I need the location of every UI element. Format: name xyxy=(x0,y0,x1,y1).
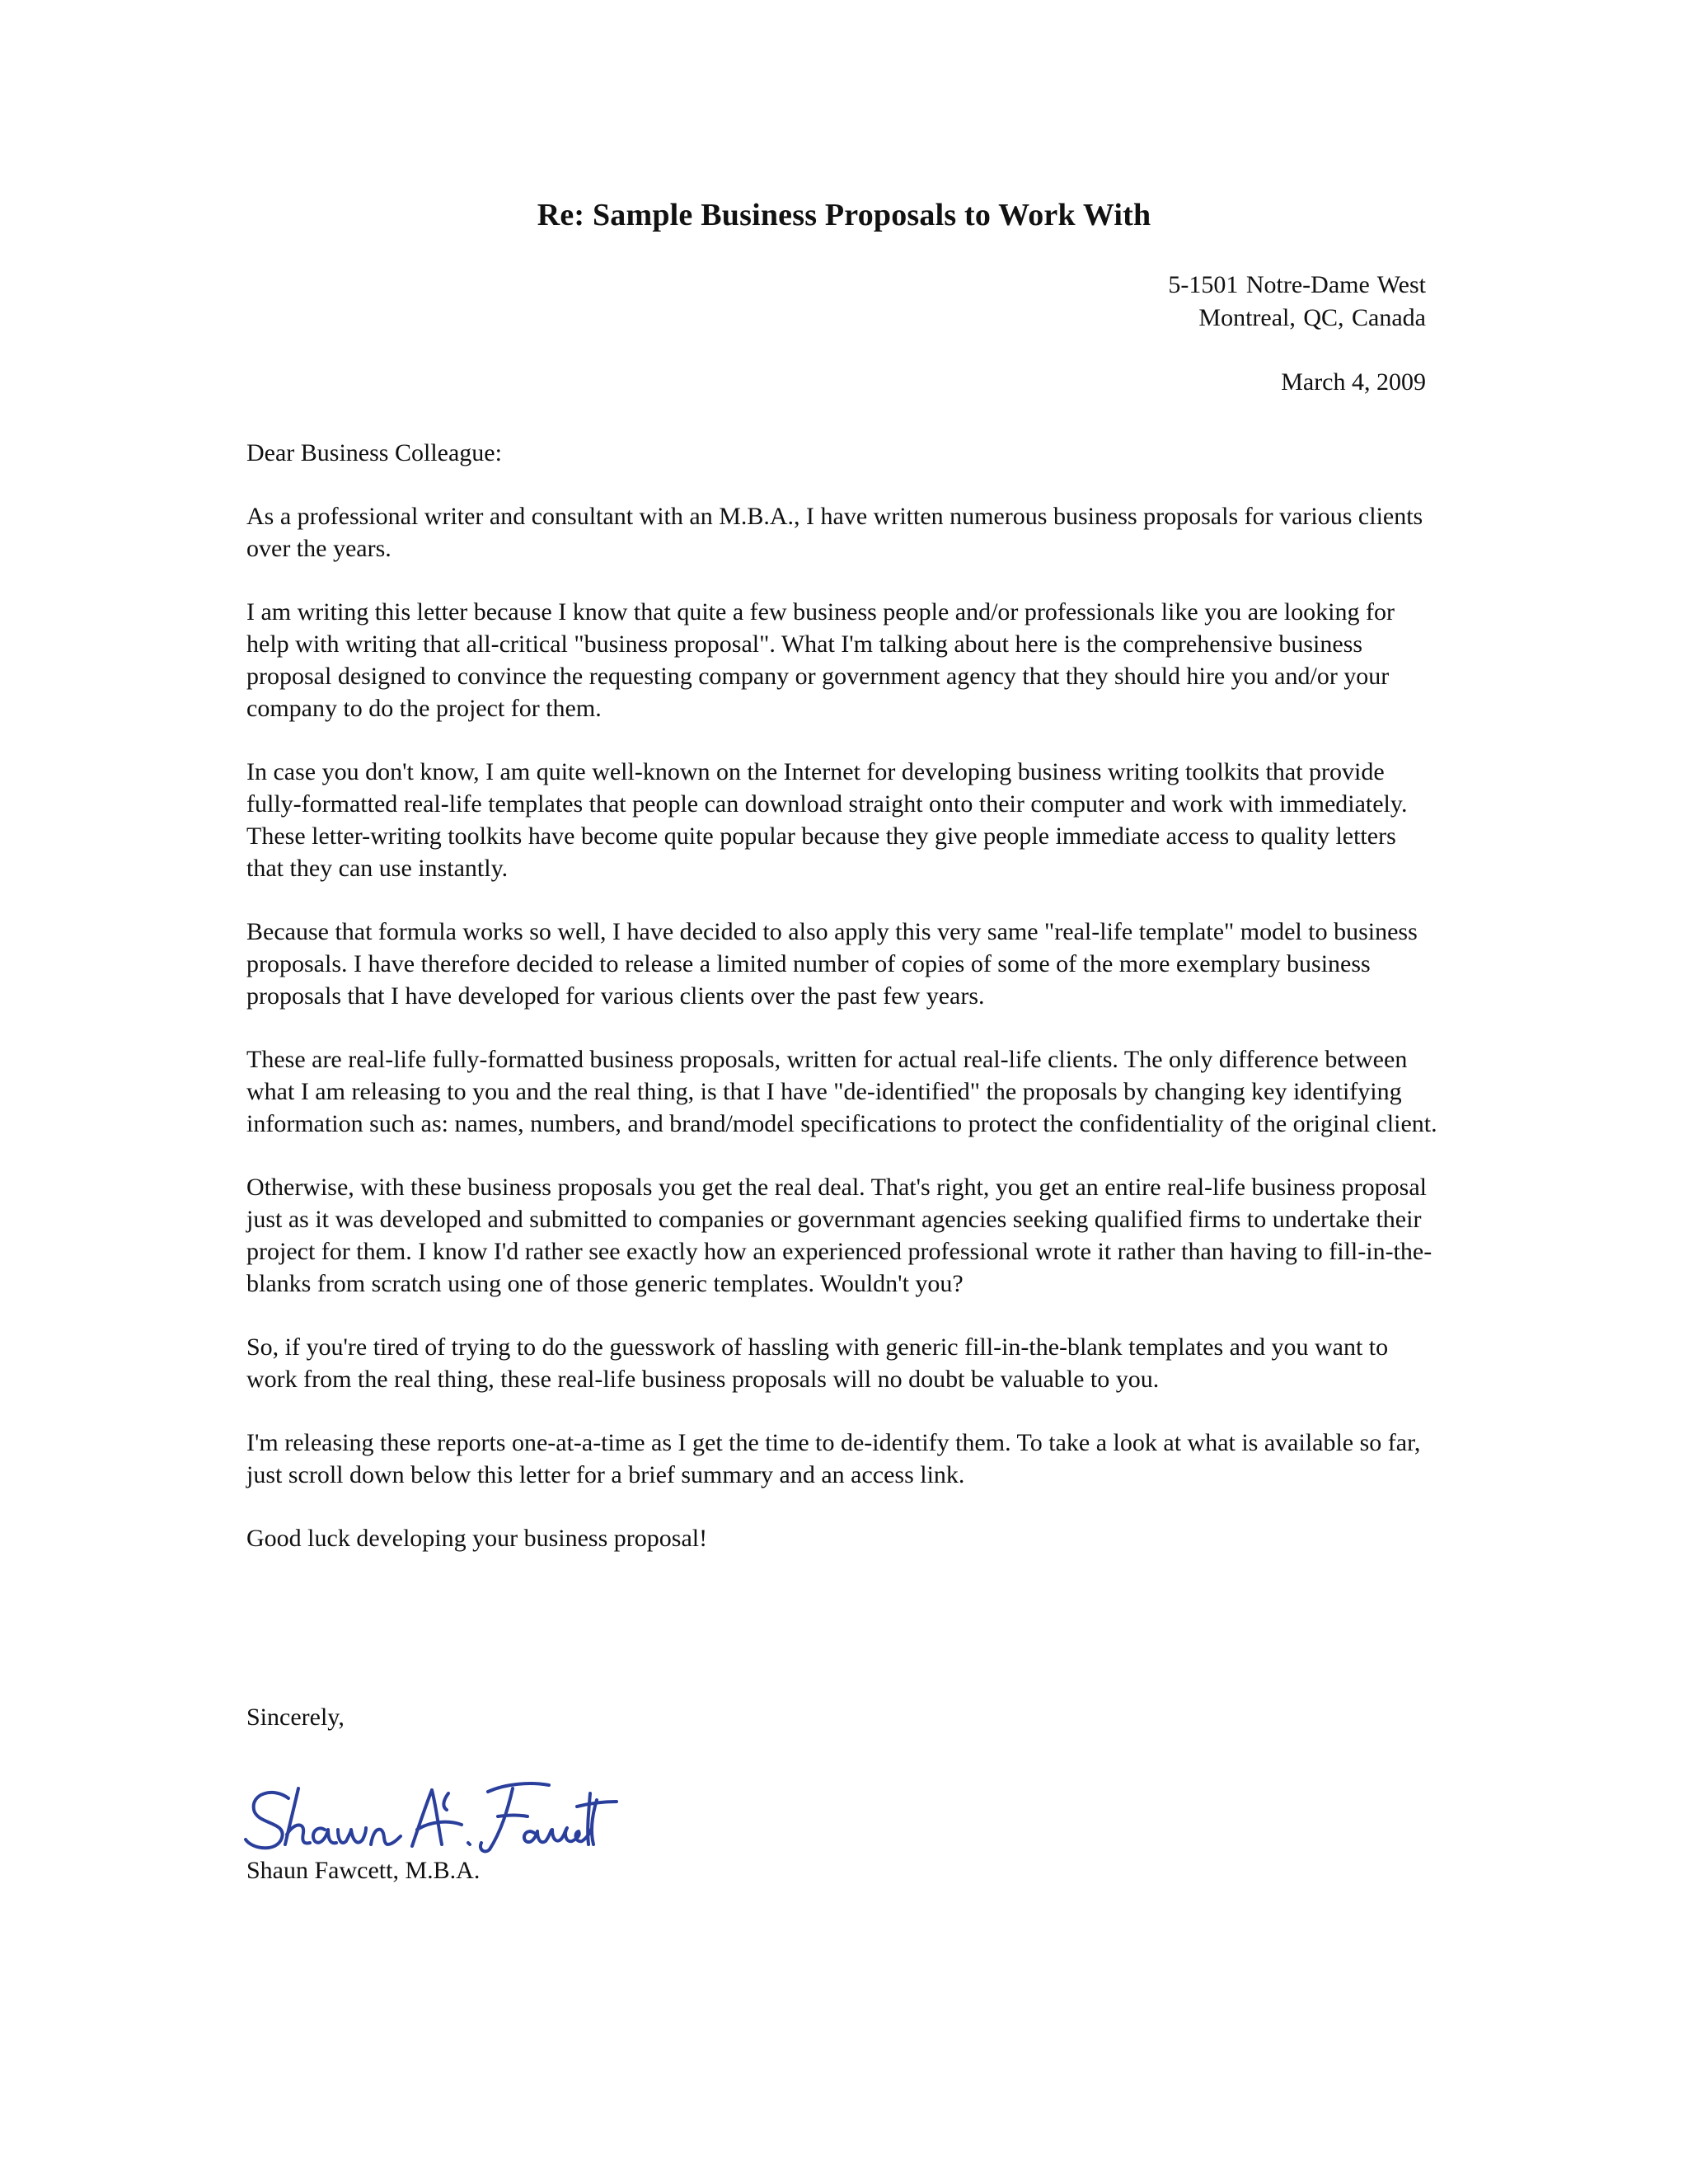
paragraph-5: These are real-life fully-formatted business proposals, written for actual real-life clients. The only difference between what I am releasing to you and the real thing, is that I have "de-identified" the proposals by changing key identifying information such as: names, numbers, and brand/model specifications to protect the confidentiality of the original client. xyxy=(246,1046,1437,1137)
letter-body xyxy=(246,437,1437,1586)
paragraph-9: Good luck developing your business proposal! xyxy=(246,1525,708,1552)
closing: Sincerely, xyxy=(246,1704,345,1731)
salutation: Dear Business Colleague: xyxy=(246,439,502,466)
paragraph-2: I am writing this letter because I know that quite a few business people and/or professionals like you are looking for help with writing that all-critical "business proposal". What I'm talking about here is the comprehensive business proposal designed to convince the requesting company or government agency that they should hire you and/or your company to do the project for them. xyxy=(246,598,1395,722)
signer-name: Shaun Fawcett, M.B.A. xyxy=(246,1857,481,1884)
paragraph-3: In case you don't know, I am quite well-known on the Internet for developing business writing toolkits that provide fully-formatted real-life templates that people can download straight onto their computer and work with immediately. These letter-writing toolkits have become quite popular because they give people immediate access to quality letters that they can use instantly. xyxy=(246,758,1408,882)
handwritten-signature xyxy=(241,1764,620,1858)
paragraph-8: I'm releasing these reports one-at-a-time as I get the time to de-identify them. To take a look at what is available so far, just scroll down below this letter for a brief summary and an access link. xyxy=(246,1429,1421,1488)
address-line-1: 5-1501 Notre-Dame West xyxy=(1168,271,1426,298)
letter-date: March 4, 2009 xyxy=(1281,368,1426,396)
paragraph-4: Because that formula works so well, I have decided to also apply this very same "real-life template" model to business proposals. I have therefore decided to release a limited number of copies of some of the more exemplary business proposals that I have developed for various clients over the past few years. xyxy=(246,918,1418,1010)
address-line-2: Montreal, QC, Canada xyxy=(1198,304,1426,331)
paragraph-6: Otherwise, with these business proposals you get the real deal. That's right, you get an entire real-life business proposal just as it was developed and submitted to companies or governmant agencies seeking qualified firms to undertake their project for them. I know I'd rather see exactly how an experienced professional wrote it rather than having to fill-in-the-blanks from scratch using one of those generic templates. Wouldn't you? xyxy=(246,1174,1432,1297)
sender-address xyxy=(1168,269,1426,335)
paragraph-7: So, if you're tired of trying to do the guesswork of hassling with generic fill-in-the-blank templates and you want to work from the real thing, these real-life business proposals will no doubt be valuable to you. xyxy=(246,1333,1389,1393)
letter-title: Re: Sample Business Proposals to Work With xyxy=(537,198,1151,232)
paragraph-1: As a professional writer and consultant with an M.B.A., I have written numerous business proposals for various clients over the years. xyxy=(246,503,1423,562)
